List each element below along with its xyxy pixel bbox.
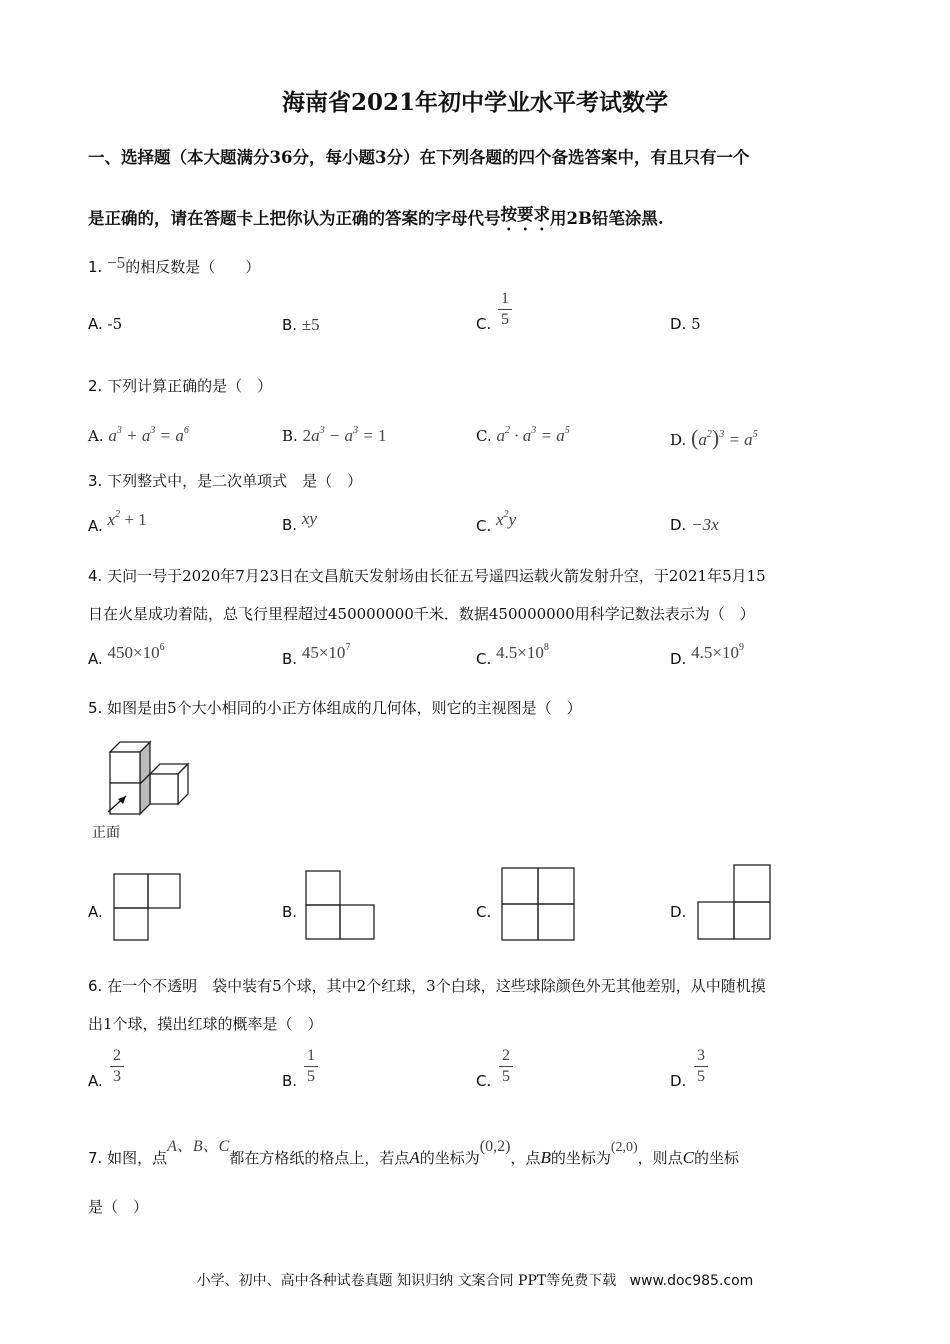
math-expression: $a^2 \cdot a^3 = a^5$ [496, 425, 570, 445]
q6-option-a[interactable]: A. [88, 1072, 103, 1090]
question-number: 4. [88, 567, 103, 585]
footer-url[interactable]: www.doc985.com [629, 1273, 754, 1289]
math-expression: $x^2y$ [496, 509, 517, 529]
q4-option-c[interactable]: C. $4.5\times 10^8$ [476, 642, 549, 668]
option-value: −3x [691, 515, 719, 534]
question-text: 的相反数是（ ） [125, 258, 261, 276]
q6-option-b[interactable]: B. [282, 1072, 298, 1090]
q3-option-a[interactable]: A. $x^2 + 1$ [88, 509, 147, 535]
q3-option-b[interactable]: B. xy [282, 509, 317, 534]
question-6-line1 [88, 975, 766, 996]
question-text: 下列整式中，是二次单项式 是（ ） [107, 472, 363, 490]
math-expression: $(a^2)^3 = a^5$ [691, 425, 758, 450]
q2-option-d[interactable]: D. $(a^2)^3 = a^5$ [670, 425, 758, 450]
option-value: xy [301, 509, 317, 528]
page-title: 海南省2021年初中学业水平考试数学 [281, 89, 668, 116]
front-label: 正面 [92, 825, 120, 841]
instructions-emphasis: 按要求 [500, 205, 550, 224]
q1-option-d[interactable]: D. 5 [670, 315, 701, 333]
instructions-text-c: 用2B铅笔涂黑. [550, 209, 664, 228]
q1-option-a[interactable]: A. -5 [88, 315, 123, 333]
math-expression: −5 [107, 253, 126, 272]
cube-figure [100, 732, 200, 830]
question-4-line1 [88, 565, 766, 586]
q4-option-d[interactable]: D. $4.5\times 10^9$ [670, 642, 744, 668]
coord-b: (2,0) [610, 1140, 638, 1155]
question-7-line2: 是（ ） [88, 1198, 149, 1216]
q5-option-d[interactable]: D. [670, 903, 687, 921]
question-3 [88, 470, 362, 491]
question-text: 天问一号于2020年7月23日在文昌航天发射场由长征五号遥四运载火箭发射升空，于2021年5月15 [107, 567, 766, 585]
question-5 [88, 697, 582, 718]
footer-text: 小学、初中、高中各种试卷真题 知识归纳 文案合同 PPT等免费下载 [196, 1273, 617, 1289]
q5-option-b-figure [304, 869, 378, 943]
question-number: 6. [88, 977, 103, 995]
q3-option-c[interactable]: C. $x^2y$ [476, 509, 517, 535]
math-expression: $2a^3 - a^3 = 1$ [302, 425, 387, 445]
question-6-line2: 出1个球，摸出红球的概率是（ ） [88, 1015, 323, 1033]
q2-option-b[interactable]: B. $2a^3 - a^3 = 1$ [282, 425, 387, 445]
question-number: 5. [88, 699, 103, 717]
q6-b-fraction: 1 5 [304, 1047, 318, 1086]
q4-option-b[interactable]: B. $45\times 10^7$ [282, 642, 351, 668]
coord-a: (0,2) [479, 1138, 511, 1155]
question-1 [88, 253, 261, 277]
q5-option-c[interactable]: C. [476, 903, 492, 921]
q6-d-fraction: 3 5 [694, 1047, 708, 1086]
q6-a-fraction: 2 3 [110, 1047, 124, 1086]
question-number: 2. [88, 377, 103, 395]
question-number: 3. [88, 472, 103, 490]
option-value: -5 [107, 315, 123, 333]
q1-option-c[interactable]: C. [476, 315, 492, 333]
q2-option-c[interactable]: C. $a^2 \cdot a^3 = a^5$ [476, 425, 570, 445]
q5-option-c-figure [500, 866, 576, 942]
q6-option-c[interactable]: C. [476, 1072, 492, 1090]
question-text: 下列计算正确的是（ ） [107, 377, 273, 395]
question-number: 7. [88, 1149, 103, 1167]
q5-option-b[interactable]: B. [282, 903, 298, 921]
points-abc: A、B、C [167, 1138, 230, 1155]
page-footer [0, 1270, 950, 1290]
q6-c-fraction: 2 5 [499, 1047, 513, 1086]
math-expression: $a^3 + a^3 = a^6$ [108, 425, 189, 445]
option-value: 5 [691, 315, 701, 333]
instructions-text-a: 是正确的，请在答题卡上把你认为正确的答案的字母代号 [88, 209, 501, 228]
q2-option-a[interactable]: A. $a^3 + a^3 = a^6$ [88, 425, 189, 445]
section-instructions-line1: 一、选择题（本大题满分36分，每小题3分）在下列各题的四个备选答案中，有且只有一个 [88, 148, 750, 167]
q1-option-b[interactable]: B. ±5 [282, 315, 320, 334]
question-7-line1: 7. 如图，点A、B、C都在方格纸的格点上，若点A的坐标为(0,2)，点B的坐标为(2,0)，则点C的坐标 [88, 1138, 740, 1167]
q5-option-a[interactable]: A. [88, 903, 103, 921]
question-4-line2: 日在火星成功着陆，总飞行里程超过450000000千米．数据450000000用科学记数法表示为（ ） [88, 605, 755, 623]
question-text: 如图是由5个大小相同的小正方体组成的几何体，则它的主视图是（ ） [107, 699, 582, 717]
q3-option-d[interactable]: D. −3x [670, 515, 719, 534]
q6-option-d[interactable]: D. [670, 1072, 687, 1090]
q5-option-a-figure [112, 872, 184, 944]
math-expression: $x^2 + 1$ [107, 509, 147, 529]
question-number: 1. [88, 258, 103, 276]
q1-c-fraction: 1 5 [498, 290, 512, 329]
q4-option-a[interactable]: A. $450\times 10^6$ [88, 642, 165, 668]
section-instructions-line2 [88, 205, 664, 238]
question-2 [88, 375, 272, 396]
option-value: ±5 [301, 315, 320, 334]
question-text: 在一个不透明 袋中装有5个球，其中2个红球，3个白球，这些球除颜色外无其他差别，从中随机摸 [107, 977, 766, 995]
q5-option-d-figure [696, 863, 772, 941]
